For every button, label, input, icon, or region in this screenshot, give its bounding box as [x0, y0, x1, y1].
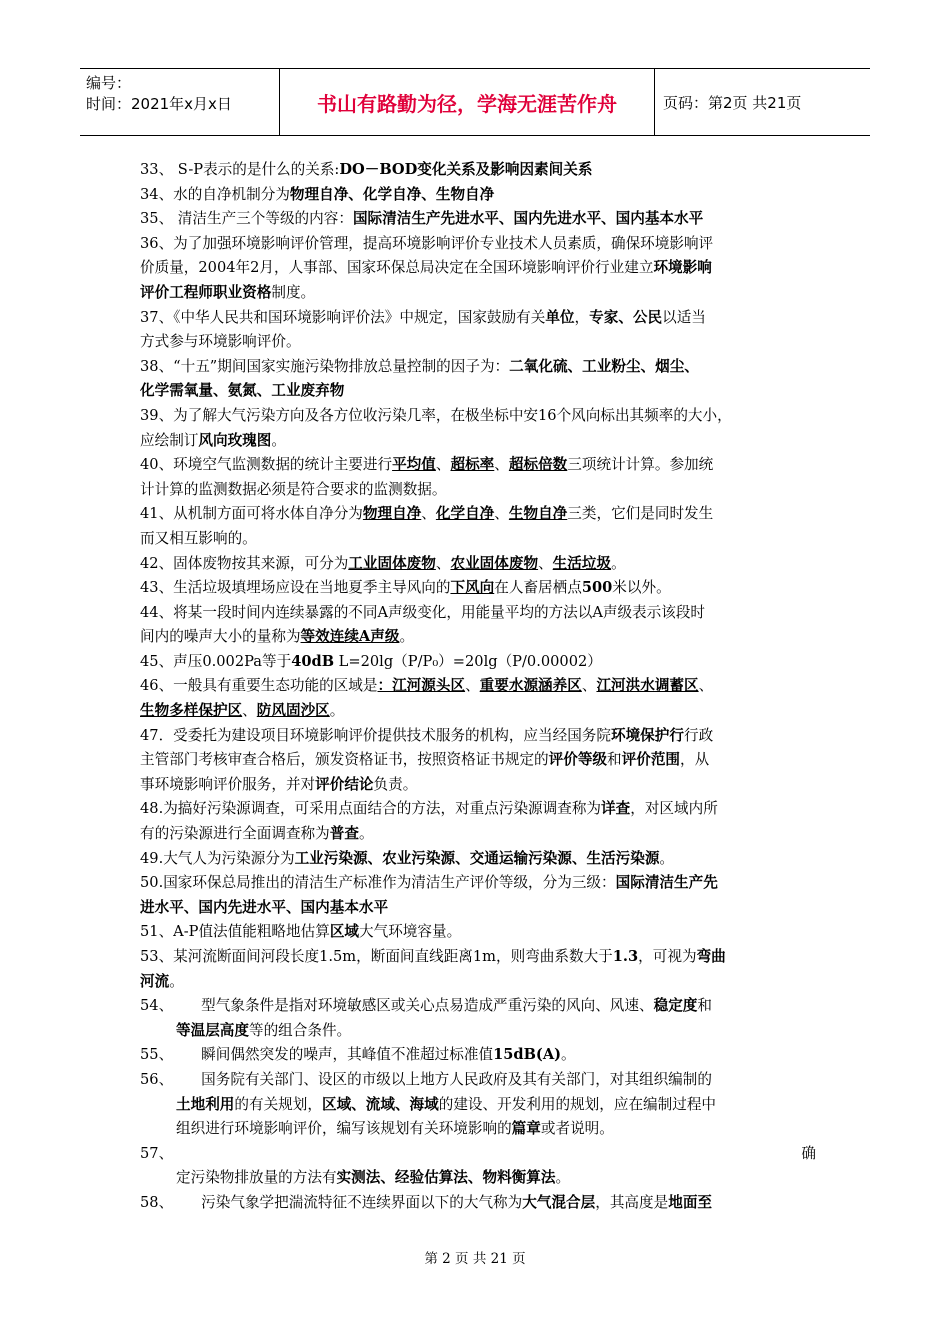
text-line: 44、将某一段时间内连续暴露的不同A声级变化，用能量平均的方法以A声级表示该段时 [140, 603, 706, 621]
header-meta [80, 69, 280, 135]
text-line: 定污染物排放量的方法有实测法、经验估算法、物料衡算法。 [176, 1169, 571, 1187]
header-page-info: 页码：第2页 共21页 [663, 93, 802, 112]
document-date: 时间：2021年x月x日 [86, 95, 232, 113]
text-line: 57、 确 [140, 1144, 816, 1162]
text-line: 48.为搞好污染源调查，可采用点面结合的方法，对重点污染源调查称为详查，对区域内所 [140, 800, 718, 818]
text-line: 方式参与环境影响评价。 [140, 333, 301, 351]
text-line: 价质量，2004年2月，人事部、国家环保总局决定在全国环境影响评价行业建立环境影响 [140, 259, 712, 277]
text-line: 53、某河流断面间河段长度1.5m，断面间直线距离1m，则弯曲系数大于1.3，可视为弯曲 [140, 948, 726, 965]
text-line: 50.国家环保总局推出的清洁生产标准作为清洁生产评价等级，分为三级：国际清洁生产先 [140, 874, 718, 892]
text-line: 应绘制订风向玫瑰图。 [140, 431, 286, 449]
text-line: 事环境影响评价服务，并对评价结论负责。 [140, 775, 418, 793]
text-line: 58、 污染气象学把湍流特征不连续界面以下的大气称为大气混合层，其高度是地面至 [140, 1193, 713, 1211]
text-line: 36、为了加强环境影响评价管理，提高环境影响评价专业技术人员素质，确保环境影响评 [140, 234, 714, 252]
text-line: 42、固体废物按其来源，可分为工业固体废物、农业固体废物、生活垃圾。 [140, 554, 626, 572]
text-line: 56、 国务院有关部门、设区的市级以上地方人民政府及其有关部门，对其组织编制的 [140, 1070, 712, 1088]
header-motto: 书山有路勤为径，学海无涯苦作舟 [280, 69, 655, 135]
document-id-label: 编号： [86, 74, 132, 92]
text-line: 34、水的自净机制分为物理自净、化学自净、生物自净 [140, 185, 495, 203]
document-body [140, 158, 816, 1216]
text-line: 47．受委托为建设项目环境影响评价提供技术服务的机构，应当经国务院环境保护行行政 [140, 726, 714, 744]
text-line: 37、《中华人民共和国环境影响评价法》中规定，国家鼓励有关单位，专家、公民以适当 [140, 308, 706, 326]
text-line: 间内的噪声大小的量称为等效连续A声级。 [140, 628, 415, 646]
text-line: 土地利用的有关规划，区域、流域、海域的建设、开发利用的规划，应在编制过程中 [176, 1095, 717, 1113]
text-line: 等温层高度等的组合条件。 [176, 1021, 352, 1039]
text-line: 38、“十五”期间国家实施污染物排放总量控制的因子为：二氧化硫、工业粉尘、烟尘、 [140, 357, 699, 375]
text-line: 55、 瞬间偶然突发的噪声，其峰值不准超过标准值15dB(A)。 [140, 1046, 576, 1064]
text-line: 组织进行环境影响评价，编写该规划有关环境影响的篇章或者说明。 [176, 1120, 614, 1138]
text-line: 49.大气人为污染源分为工业污染源、农业污染源、交通运输污染源、生活污染源。 [140, 849, 675, 867]
text-line: 43、生活垃圾填埋场应设在当地夏季主导风向的下风向在人畜居栖点500米以外。 [140, 579, 671, 597]
page-footer: 第 2 页 共 21 页 [424, 1251, 526, 1267]
text-line: 39、为了解大气污染方向及各方位收污染几率，在极坐标中安16个风向标出其频率的大小， [140, 406, 732, 424]
text-line: 40、环境空气监测数据的统计主要进行平均值、超标率、超标倍数三项统计计算。参加统 [140, 456, 714, 474]
text-line: 35、 清洁生产三个等级的内容：国际清洁生产先进水平、国内先进水平、国内基本水平 [140, 210, 704, 228]
page-header [80, 68, 870, 136]
text-line: 化学需氧量、氨氮、工业废弃物 [140, 382, 345, 400]
text-line: 生物多样保护区、防风固沙区。 [140, 702, 345, 720]
text-line: 有的污染源进行全面调查称为普查。 [140, 825, 374, 843]
text-line: 进水平、国内先进水平、国内基本水平 [140, 898, 389, 916]
text-line: 51、A-P值法值能粗略地估算区域大气环境容量。 [140, 923, 462, 941]
text-line: 45、声压0.002Pa等于40dB L=20lg（P/P₀）=20lg（P/0.00002） [140, 652, 602, 670]
text-line: 评价工程师职业资格制度。 [140, 283, 316, 301]
text-line: 54、 型气象条件是指对环境敏感区或关心点易造成严重污染的风向、风速、稳定度和 [140, 997, 712, 1015]
text-line: 33、 S-P表示的是什么的关系:DO－BOD变化关系及影响因素间关系 [140, 161, 593, 178]
text-line: 河流。 [140, 972, 184, 990]
text-line: 46、一般具有重要生态功能的区域是：江河源头区、重要水源涵养区、江河洪水调蓄区、 [140, 677, 714, 695]
text-line: 计计算的监测数据必须是符合要求的监测数据。 [140, 480, 447, 498]
text-line: 主管部门考核审查合格后，颁发资格证书，按照资格证书规定的评价等级和评价范围，从 [140, 751, 710, 769]
text-line: 而又相互影响的。 [140, 529, 257, 547]
text-line: 41、从机制方面可将水体自净分为物理自净、化学自净、生物自净三类，它们是同时发生 [140, 505, 714, 523]
